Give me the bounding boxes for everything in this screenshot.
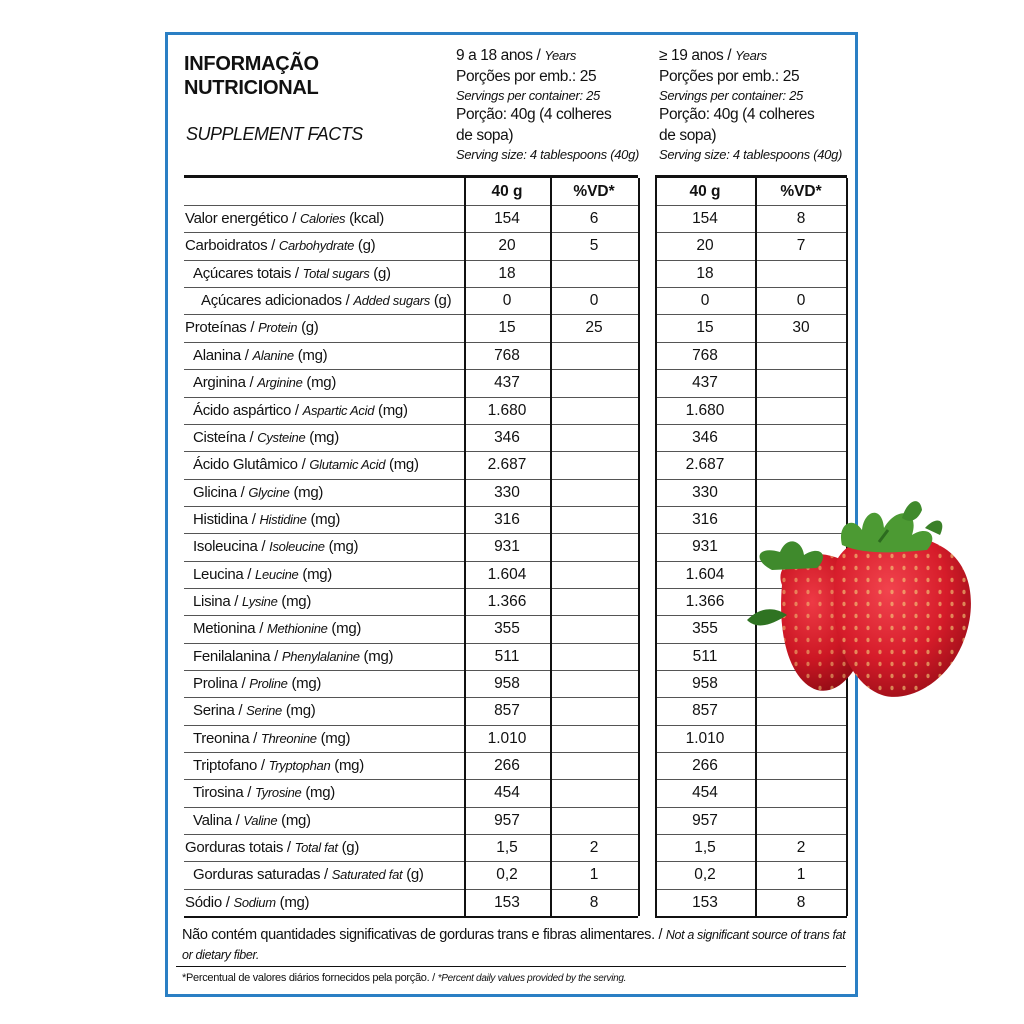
nutrient-label (185, 752, 473, 779)
amount-9-18: 20 (498, 237, 516, 255)
nutrient-unit: (mg) (301, 784, 335, 802)
nutrient-name-en: Calories (299, 211, 346, 226)
amount-9-18: 0,2 (496, 866, 518, 884)
nutrient-name-en: Lysine (242, 593, 278, 609)
dv-header: %VD* (780, 183, 822, 200)
nutrient-name-pt: Gorduras totais / (185, 839, 295, 857)
dv-9-18 (550, 369, 638, 396)
age-range-en: Years (544, 48, 577, 63)
title-line-1: INFORMAÇÃO (184, 53, 319, 75)
dv-9-18 (550, 670, 638, 697)
dv-19plus: 2 (796, 839, 806, 857)
nutrient-unit: (g) (297, 319, 319, 337)
nutrient-unit: (mg) (306, 510, 341, 528)
dv-9-18 (550, 697, 638, 724)
dv-9-18 (550, 643, 638, 670)
nutrient-unit: (mg) (374, 401, 408, 419)
amount-19plus: 20 (696, 237, 714, 255)
dv-19plus (755, 752, 847, 779)
amount-19plus: 1.366 (685, 592, 725, 610)
nutrient-unit: (g) (337, 839, 360, 857)
dv-9-18 (550, 615, 638, 642)
amount-19plus: 0,2 (694, 866, 716, 884)
nutrient-name-en: Proline (249, 676, 288, 691)
dv-19plus: 8 (796, 893, 806, 911)
strawberry-image (742, 490, 982, 710)
amount-19plus: 346 (692, 428, 718, 446)
amount-header: 40 g (491, 183, 523, 200)
table-bottom-rule (655, 916, 847, 918)
amount-19plus: 1.680 (685, 401, 725, 419)
dv-9-18 (550, 779, 638, 806)
age-range-en: Years (735, 48, 767, 63)
nutrient-name-pt: Triptofano / (193, 757, 269, 774)
amount-19plus: 958 (692, 675, 718, 692)
nutrient-label (185, 807, 473, 834)
nutrient-name-en: Total sugars (302, 265, 370, 281)
nutrient-unit: (mg) (277, 592, 312, 610)
nutrient-label (185, 369, 473, 396)
dv-9-18: 25 (585, 319, 603, 337)
amount-9-18: 1,5 (496, 839, 518, 857)
dv-9-18 (550, 752, 638, 779)
amount-9-18: 1.010 (487, 729, 527, 747)
footnote-en: Not a significant source of trans fat or dietary fiber. (182, 928, 846, 962)
dv-19plus (755, 342, 847, 369)
nutrient-name-pt: Alanina / (193, 346, 253, 364)
nutrient-unit: (mg) (293, 346, 328, 364)
servings-pt: Porções por emb.: 25 (456, 67, 597, 85)
amount-9-18: 316 (494, 510, 520, 528)
nutrient-unit: (mg) (327, 620, 362, 638)
nutrient-name-pt: Glicina / (193, 483, 249, 501)
servings-en: Servings per container: 25 (456, 88, 600, 103)
nutrient-unit: (mg) (330, 757, 364, 774)
nutrient-unit: (mg) (289, 483, 324, 501)
nutrient-name-pt: Isoleucina / (193, 538, 270, 556)
amount-9-18: 346 (494, 428, 520, 446)
amount-19plus: 355 (692, 620, 718, 638)
nutrient-name-pt: Tirosina / (193, 784, 255, 802)
amount-9-18: 454 (494, 784, 520, 802)
amount-9-18: 1.604 (487, 565, 527, 583)
nutrient-unit: (mg) (316, 729, 351, 747)
nutrient-name-en: Tryptophan (268, 758, 331, 773)
dv-9-18 (550, 725, 638, 752)
age-range: ≥ 19 anos / (659, 47, 736, 64)
nutrient-name-pt: Valina / (193, 811, 244, 829)
nutrient-name-pt: Serina / (193, 702, 247, 720)
dv-9-18 (550, 260, 638, 287)
amount-19plus: 316 (692, 510, 718, 528)
nutrient-label (185, 889, 465, 916)
amount-19plus: 1,5 (694, 839, 716, 857)
nutrient-name-en: Sodium (233, 894, 276, 910)
nutrient-name-pt: Ácido Glutâmico / (193, 456, 310, 474)
nutrient-name-pt: Cisteína / (193, 428, 258, 446)
nutrient-name-pt: Metionina / (193, 620, 267, 638)
amount-9-18: 330 (494, 483, 520, 501)
nutrient-label (185, 697, 473, 724)
amount-19plus: 18 (696, 264, 714, 282)
amount-9-18: 1.366 (487, 592, 527, 610)
nutrient-name-pt: Treonina / (193, 729, 261, 747)
nutrient-label (185, 314, 465, 341)
title-line-2: NUTRICIONAL (184, 77, 319, 99)
nutrient-name-en: Phenylalanine (281, 648, 360, 664)
nutrient-label (185, 260, 473, 287)
dv-19plus (755, 369, 847, 396)
row-divider (655, 205, 847, 206)
footnote-rule (176, 966, 846, 967)
nutrient-name-en: Methionine (266, 621, 328, 637)
nutrient-name-en: Saturated fat (331, 867, 403, 883)
nutrient-label (185, 861, 473, 888)
dv-19plus (755, 397, 847, 424)
nutrient-name-pt: Açúcares adicionados / (201, 292, 354, 310)
column-header-19plus (659, 46, 854, 164)
amount-9-18: 154 (494, 210, 520, 227)
amount-9-18: 957 (494, 811, 520, 829)
nutrient-label (185, 342, 473, 369)
amount-19plus: 2.687 (685, 456, 725, 474)
dv-9-18: 5 (589, 237, 599, 255)
nutrient-name-en: Leucine (255, 566, 299, 582)
footnote-dv-en: *Percent daily values provided by the serving. (437, 973, 627, 984)
dv-9-18 (550, 506, 638, 533)
nutrient-unit: (mg) (385, 456, 419, 474)
footnote-dv-pt: *Percentual de valores diários fornecidos pela porção. / (182, 972, 438, 984)
nutrient-name-pt: Gorduras saturadas / (193, 866, 332, 884)
column-header-9-18 (456, 46, 651, 164)
amount-header: 40 g (689, 183, 721, 200)
portion-en: Serving size: 4 tablespoons (40g) (659, 147, 843, 162)
dv-9-18: 8 (589, 893, 599, 911)
nutrient-name-pt: Prolina / (193, 675, 250, 692)
dv-9-18 (550, 807, 638, 834)
portion-pt: Porção: 40g (4 colheres (456, 106, 612, 123)
dv-19plus: 30 (792, 319, 810, 337)
dv-19plus: 0 (796, 292, 806, 310)
amount-19plus: 857 (692, 702, 718, 720)
footnote-daily-values (182, 972, 626, 984)
dv-19plus (755, 260, 847, 287)
nutrient-name-en: Arginine (257, 375, 303, 391)
nutrient-label (185, 643, 473, 670)
nutrient-unit: (mg) (305, 428, 339, 446)
nutrient-unit: (mg) (287, 675, 322, 692)
nutrient-label (185, 232, 465, 259)
portion-en: Serving size: 4 tablespoons (40g) (456, 147, 640, 162)
amount-19plus: 15 (696, 319, 714, 337)
amount-9-18: 18 (498, 264, 516, 282)
dv-header: %VD* (573, 183, 615, 200)
footnote-trans-fat (182, 925, 852, 965)
nutrient-name-pt: Lisina / (193, 592, 242, 610)
portion-pt: Porção: 40g (4 colheres (659, 106, 815, 123)
nutrient-name-pt: Sódio / (185, 893, 234, 911)
amount-9-18: 511 (494, 647, 520, 665)
row-divider (184, 205, 638, 206)
nutrient-name-pt: Proteínas / (185, 319, 259, 337)
nutrient-name-en: Protein (258, 320, 298, 336)
nutrient-unit: (mg) (324, 538, 359, 556)
dv-19plus: 7 (796, 237, 806, 255)
amount-19plus: 511 (692, 647, 718, 665)
dv-9-18 (550, 342, 638, 369)
nutrient-label (185, 533, 473, 560)
nutrient-name-en: Carbohydrate (278, 238, 355, 254)
nutrient-label (185, 424, 473, 451)
page-title (184, 52, 319, 100)
amount-9-18: 2.687 (487, 456, 527, 474)
nutrient-unit: (g) (429, 292, 452, 310)
nutrient-name-pt: Carboidratos / (185, 237, 279, 255)
portion-pt-2: de sopa) (456, 126, 514, 144)
nutrient-name-en: Added sugars (353, 293, 430, 309)
amount-19plus: 454 (692, 784, 718, 802)
age-range: 9 a 18 anos / (456, 47, 545, 64)
nutrient-unit: (mg) (302, 374, 337, 392)
nutrient-name-pt: Açúcares totais / (193, 264, 303, 282)
amount-9-18: 266 (494, 757, 520, 774)
amount-9-18: 768 (494, 346, 520, 364)
nutrient-name-en: Cysteine (257, 429, 306, 445)
dv-19plus (755, 451, 847, 478)
dv-9-18 (550, 561, 638, 588)
dv-9-18 (550, 451, 638, 478)
nutrient-unit: (mg) (275, 893, 310, 911)
amount-9-18: 355 (494, 620, 520, 638)
amount-19plus: 931 (692, 538, 718, 556)
nutrient-unit: (mg) (359, 647, 394, 665)
dv-19plus (755, 807, 847, 834)
nutrient-label (185, 615, 473, 642)
nutrient-label (185, 451, 473, 478)
column-divider (655, 178, 657, 916)
amount-9-18: 857 (494, 702, 520, 720)
nutrient-label (185, 506, 473, 533)
dv-9-18: 1 (589, 866, 599, 884)
dv-9-18: 6 (589, 210, 599, 227)
nutrient-label (185, 479, 473, 506)
thick-rule (184, 175, 464, 178)
amount-9-18: 1.680 (487, 401, 527, 419)
nutrient-unit: (mg) (298, 565, 332, 583)
amount-19plus: 153 (692, 893, 718, 911)
nutrient-name-pt: Leucina / (193, 565, 256, 583)
dv-9-18 (550, 533, 638, 560)
nutrient-unit: (g) (402, 866, 424, 884)
nutrient-name-en: Total fat (294, 840, 338, 856)
nutrient-unit: (mg) (277, 811, 311, 829)
nutrient-name-pt: Histidina / (193, 510, 260, 528)
dv-9-18: 0 (589, 292, 599, 310)
nutrient-name-pt: Ácido aspártico / (193, 401, 303, 419)
dv-19plus (755, 725, 847, 752)
amount-9-18: 15 (498, 319, 516, 337)
amount-19plus: 330 (692, 483, 718, 501)
dv-9-18 (550, 588, 638, 615)
nutrient-name-en: Alanine (252, 347, 294, 363)
nutrient-label (185, 588, 473, 615)
nutrient-name-en: Aspartic Acid (302, 402, 375, 418)
amount-9-18: 931 (494, 538, 520, 556)
nutrient-name-pt: Fenilalanina / (193, 647, 282, 665)
nutrient-unit: (g) (354, 237, 376, 255)
dv-19plus: 1 (796, 866, 806, 884)
nutrient-name-en: Glycine (248, 484, 290, 500)
nutrient-name-en: Isoleucine (269, 539, 325, 555)
nutrient-label (185, 725, 473, 752)
footnote-pt: Não contém quantidades significativas de gorduras trans e fibras alimentares. / (182, 927, 666, 943)
nutrient-name-pt: Arginina / (193, 374, 258, 392)
amount-19plus: 1.010 (685, 729, 725, 747)
nutrient-label (185, 397, 473, 424)
dv-9-18 (550, 397, 638, 424)
amount-19plus: 957 (692, 811, 718, 829)
dv-9-18 (550, 424, 638, 451)
nutrient-label (185, 834, 465, 861)
nutrient-label (185, 287, 481, 314)
nutrient-unit: (g) (369, 264, 391, 282)
amount-19plus: 266 (692, 757, 718, 774)
column-divider (550, 178, 552, 916)
subtitle: SUPPLEMENT FACTS (186, 124, 363, 144)
nutrient-label (185, 779, 473, 806)
amount-19plus: 0 (700, 292, 710, 310)
nutrient-name-en: Histidine (259, 511, 307, 527)
servings-en: Servings per container: 25 (659, 88, 803, 103)
amount-19plus: 768 (692, 346, 718, 364)
dv-19plus (755, 424, 847, 451)
servings-pt: Porções por emb.: 25 (659, 67, 800, 85)
dv-9-18 (550, 479, 638, 506)
nutrient-name-en: Tyrosine (255, 785, 302, 801)
amount-19plus: 1.604 (685, 565, 725, 583)
dv-19plus (755, 779, 847, 806)
nutrient-unit: (kcal) (345, 210, 384, 227)
nutrient-unit: (mg) (281, 702, 316, 720)
table-bottom-rule (184, 916, 638, 918)
nutrient-label (185, 205, 465, 232)
dv-9-18: 2 (589, 839, 599, 857)
amount-19plus: 154 (692, 210, 718, 227)
nutrient-label (185, 561, 473, 588)
amount-19plus: 437 (692, 374, 718, 392)
nutrient-name-en: Valine (243, 812, 278, 828)
nutrient-name-en: Glutamic Acid (309, 457, 386, 473)
amount-9-18: 0 (502, 292, 512, 310)
nutrient-name-en: Serine (246, 703, 282, 719)
amount-9-18: 437 (494, 374, 520, 392)
nutrient-name-pt: Valor energético / (185, 210, 300, 227)
amount-9-18: 958 (494, 675, 520, 692)
dv-19plus: 8 (796, 210, 806, 227)
column-divider (464, 178, 466, 916)
amount-9-18: 153 (494, 893, 520, 911)
column-divider (638, 178, 640, 916)
nutrient-label (185, 670, 473, 697)
nutrient-name-en: Threonine (260, 730, 317, 746)
portion-pt-2: de sopa) (659, 126, 717, 144)
